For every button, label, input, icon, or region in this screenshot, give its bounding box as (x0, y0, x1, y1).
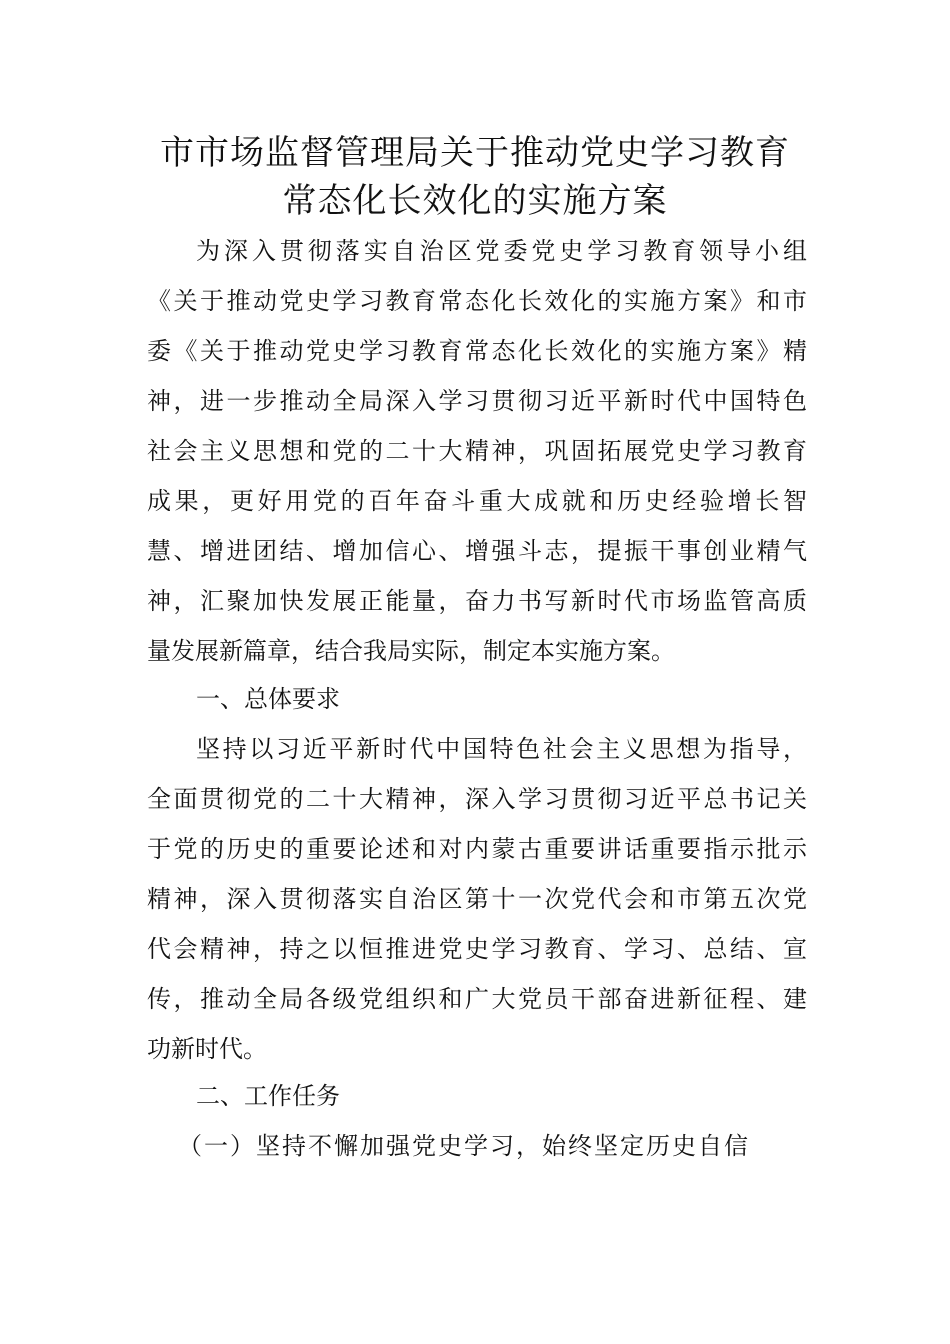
intro-line: 神，汇聚加快发展正能量，奋力书写新时代市场监管高质 (147, 587, 807, 615)
section1-line: 全面贯彻党的二十大精神，深入学习贯彻习近平总书记关 (147, 785, 807, 813)
intro-line: 为深入贯彻落实自治区党委党史学习教育领导小组 (196, 237, 807, 265)
document-title-line-1: 市市场监督管理局关于推动党史学习教育 (160, 133, 790, 173)
document-title-line-2: 常态化长效化的实施方案 (282, 181, 668, 221)
section1-line: 于党的历史的重要论述和对内蒙古重要讲话重要指示批示 (147, 835, 807, 863)
section-heading-work-tasks: 二、工作任务 (196, 1082, 340, 1110)
subsection-heading: （一）坚持不懈加强党史学习，始终坚定历史自信 (178, 1132, 750, 1160)
intro-line: 量发展新篇章，结合我局实际，制定本实施方案。 (147, 637, 675, 665)
section1-line: 传，推动全局各级党组织和广大党员干部奋进新征程、建 (147, 985, 807, 1013)
section-heading-overall-requirements: 一、总体要求 (196, 685, 340, 713)
section1-line: 代会精神，持之以恒推进党史学习教育、学习、总结、宣 (147, 935, 807, 963)
section1-line: 坚持以习近平新时代中国特色社会主义思想为指导， (196, 735, 807, 763)
section1-line: 精神，深入贯彻落实自治区第十一次党代会和市第五次党 (147, 885, 807, 913)
intro-line: 慧、增进团结、增加信心、增强斗志，提振干事创业精气 (147, 537, 807, 565)
intro-line: 《关于推动党史学习教育常态化长效化的实施方案》和市 (147, 287, 807, 315)
intro-line: 神，进一步推动全局深入学习贯彻习近平新时代中国特色 (147, 387, 807, 415)
intro-line: 成果，更好用党的百年奋斗重大成就和历史经验增长智 (147, 487, 807, 515)
intro-line: 社会主义思想和党的二十大精神，巩固拓展党史学习教育 (147, 437, 807, 465)
section1-line: 功新时代。 (147, 1035, 267, 1063)
intro-line: 委《关于推动党史学习教育常态化长效化的实施方案》精 (147, 337, 807, 365)
